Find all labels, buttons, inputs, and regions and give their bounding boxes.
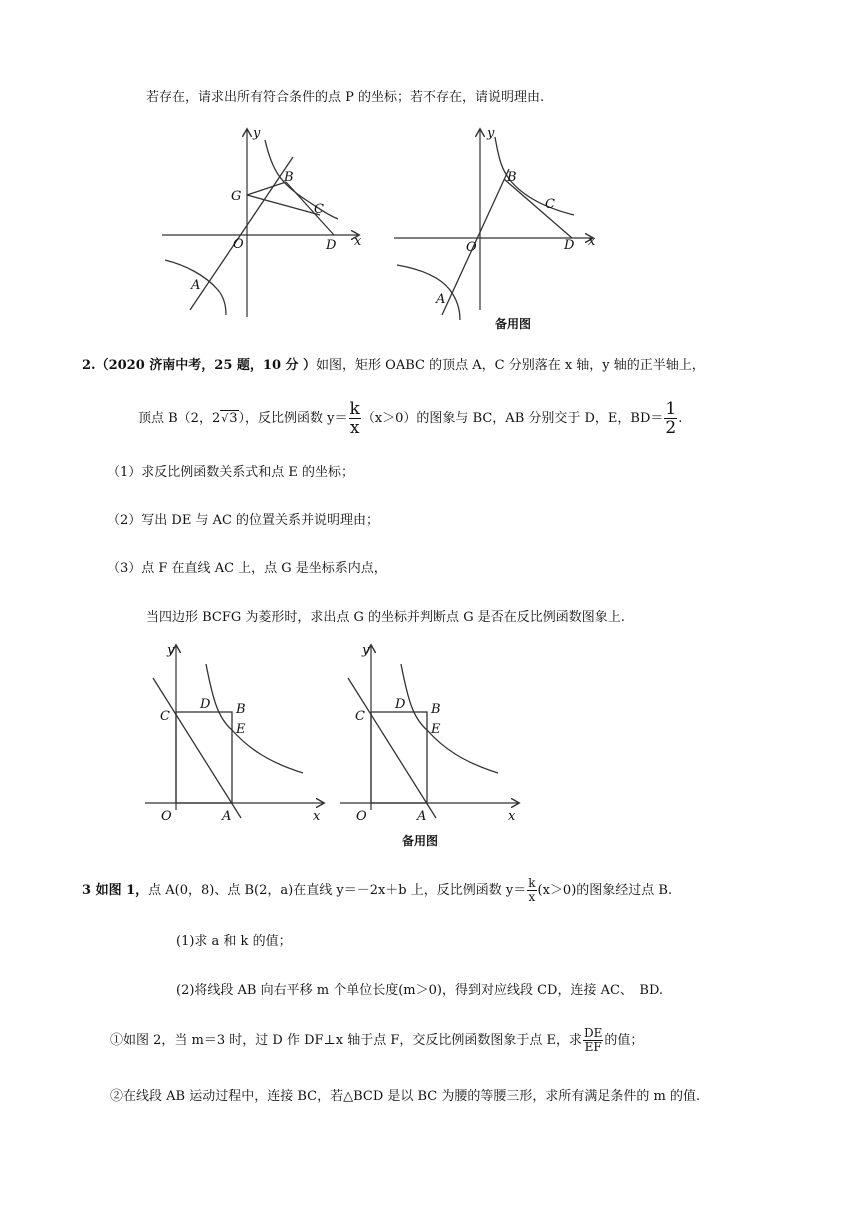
line-ab (190, 157, 293, 310)
q3-line1 (82, 876, 672, 906)
segment-gb (247, 182, 286, 195)
segment-bd (286, 182, 334, 235)
figure-caption: 备用图 (495, 317, 532, 331)
label-a: A (222, 809, 232, 824)
label-a: A (436, 292, 446, 307)
label-e: E (236, 722, 246, 737)
segment-gc (247, 195, 320, 215)
figure-2 (392, 125, 602, 330)
label-x: x (354, 234, 362, 249)
hyperbola-branch-right (265, 140, 338, 219)
q3-sub2a-end: 的值； (604, 1033, 644, 1048)
q2-heading: 2.（2020 济南中考，25 题，10 分 ） (82, 358, 317, 373)
label-o: O (161, 809, 172, 824)
label-x: x (588, 234, 596, 249)
label-y: y (167, 643, 175, 658)
q2-line2-a: 顶点 B（2，2 (138, 411, 221, 426)
label-c: C (314, 202, 324, 217)
label-d: D (395, 697, 406, 712)
hyperbola (206, 664, 303, 773)
label-o: O (466, 240, 477, 255)
label-e: E (431, 722, 441, 737)
q2-line1 (82, 356, 705, 376)
label-a: A (191, 278, 201, 293)
figure-1 (160, 125, 370, 325)
q3-line1-text: 点 A(0，8)、点 B(2，a)在直线 y＝－2x＋b 上，反比例函数 y＝ (148, 883, 527, 898)
label-g: G (231, 189, 242, 204)
q2-line1-text: 如图，矩形 OABC 的顶点 A，C 分别落在 x 轴，y 轴的正半轴上， (316, 358, 705, 373)
label-y: y (362, 643, 370, 658)
label-b: B (284, 170, 294, 185)
label-b: B (507, 170, 517, 185)
label-x: x (508, 809, 516, 824)
q3-line1-end: (x＞0)的图象经过点 B. (537, 883, 673, 898)
label-c: C (355, 709, 365, 724)
q2-fraction-k-x: $\frac{k}{x}$ (349, 399, 360, 438)
label-o: O (233, 237, 244, 252)
figure-caption: 备用图 (402, 834, 439, 848)
label-d: D (200, 697, 211, 712)
q3-fraction-k-x: $\frac{k}{x}$ (528, 876, 536, 904)
q3-sub2: (2)将线段 AB 向右平移 m 个单位长度(m＞0)，得到对应线段 CD，连接 AC、 BD. (176, 983, 664, 998)
label-y: y (487, 126, 495, 141)
q3-fraction-de-ef: $\frac{DE}{EF}$ (584, 1026, 603, 1054)
label-d: D (564, 238, 575, 253)
q2-fraction-bd: $\frac{1}{2}$ (665, 399, 677, 438)
label-c: C (160, 709, 170, 724)
label-b: B (431, 702, 441, 717)
q3-sub2b: ②在线段 AB 运动过程中，连接 BC，若△BCD 是以 BC 为腰的等腰三形，求所有满足条件的 m 的值. (110, 1089, 701, 1104)
label-c: C (545, 197, 555, 212)
q2-sub2: （2）写出 DE 与 AC 的位置关系并说明理由； (107, 513, 380, 528)
figure-3 (143, 640, 328, 825)
label-a: A (417, 809, 427, 824)
q2-sub1: （1）求反比例函数关系式和点 E 的坐标； (107, 465, 355, 480)
hyperbola-branch-left (397, 265, 460, 320)
q3-heading: 3 如图 1， (82, 883, 149, 898)
segment-bd (504, 179, 572, 238)
q3-sub2a (110, 1026, 643, 1056)
q3-sub1: (1)求 a 和 k 的值； (176, 934, 292, 949)
q1-continuation: 若存在，请求出所有符合条件的点 P 的坐标；若不存在，请说明理由. (146, 90, 545, 105)
label-y: y (253, 126, 261, 141)
line-ac (153, 678, 241, 818)
q2-sqrt-3: √3 (221, 411, 238, 426)
line-ac (348, 678, 436, 818)
q2-line2-b: ），反比例函数 y＝ (238, 411, 348, 426)
q2-sub3: （3）点 F 在直线 AC 上，点 G 是坐标系内点， (107, 561, 387, 576)
q3-sub2a-text: ①如图 2，当 m＝3 时，过 D 作 DF⊥x 轴于点 F，交反比例函数图象于点 E，求 (110, 1033, 582, 1048)
label-o: O (356, 809, 367, 824)
q2-line2-c: （x＞0）的图象与 BC，AB 分别交于 D，E，BD＝ (361, 411, 664, 426)
q2-line2 (138, 400, 682, 437)
q2-line2-end: . (678, 411, 683, 426)
hyperbola (401, 664, 498, 773)
label-b: B (236, 702, 246, 717)
label-d: D (326, 238, 337, 253)
q2-sub3b: 当四边形 BCFG 为菱形时，求出点 G 的坐标并判断点 G 是否在反比例函数图象上. (146, 610, 625, 625)
label-x: x (313, 809, 321, 824)
figure-4 (338, 640, 523, 855)
